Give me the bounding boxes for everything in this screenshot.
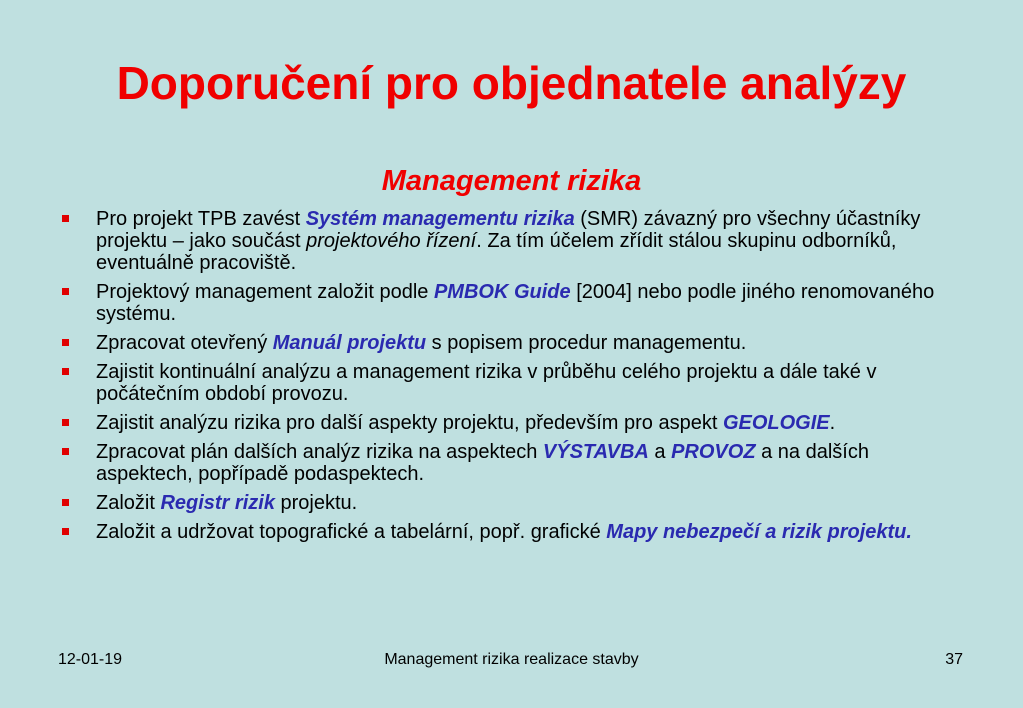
bullet-text: Projektový management založit podle xyxy=(96,281,434,303)
bullet-marker-icon xyxy=(62,288,69,295)
bullet-text: [2004] nebo podle jiného renomovaného systému. xyxy=(96,281,935,325)
emphasis-text: Mapy nebezpečí a rizik projektu. xyxy=(606,521,912,543)
italic-text: projektového řízení xyxy=(306,230,477,252)
bullet-text: Zpracovat plán dalších analýz rizika na aspektech xyxy=(96,441,543,463)
bullet-text: (SMR) závazný pro všechny účastníky projektu – jako součást xyxy=(96,208,921,252)
bullet-marker-icon xyxy=(62,368,69,375)
bullet-text: Pro projekt TPB zavést xyxy=(96,208,306,230)
emphasis-text: Manuál projektu xyxy=(272,332,427,354)
bullet-text: Založit xyxy=(96,492,161,514)
bullet-marker-icon xyxy=(62,499,69,506)
emphasis-text: Systém managementu rizika xyxy=(305,208,575,230)
emphasis-text: GEOLOGIE xyxy=(722,412,830,434)
emphasis-text: PMBOK Guide xyxy=(433,281,571,303)
bullet-item xyxy=(58,332,963,354)
bullet-marker-icon xyxy=(62,528,69,535)
bullet-text: s popisem procedur managementu. xyxy=(426,332,747,354)
bullet-item xyxy=(58,492,963,514)
footer-date: 12-01-19 xyxy=(58,651,123,668)
slide-subtitle: Management rizika xyxy=(381,165,642,197)
emphasis-text: Registr rizik xyxy=(160,492,275,514)
bullet-marker-icon xyxy=(62,448,69,455)
page-number: 37 xyxy=(945,651,963,668)
bullet-marker-icon xyxy=(62,339,69,346)
bullet-item xyxy=(58,412,963,434)
bullet-list xyxy=(58,208,963,550)
bullet-text: projektu. xyxy=(274,492,358,514)
footer-title: Management rizika realizace stavby xyxy=(384,651,639,668)
bullet-text: a xyxy=(648,441,672,463)
bullet-text: . xyxy=(829,412,836,434)
bullet-text: Založit a udržovat topografické a tabelární, popř. grafické xyxy=(96,521,607,543)
slide-title: Doporučení pro objednatele analýzy xyxy=(116,57,907,109)
bullet-text: Zajistit kontinuální analýzu a management rizika v průběhu celého projektu a dále také v počátečním období provozu. xyxy=(96,361,877,405)
emphasis-text: VÝSTAVBA xyxy=(542,441,649,463)
bullet-item xyxy=(58,281,963,325)
bullet-text: Zpracovat otevřený xyxy=(96,332,273,354)
bullet-item xyxy=(58,521,963,543)
bullet-item xyxy=(58,441,963,485)
bullet-marker-icon xyxy=(62,419,69,426)
bullet-text: Zajistit analýzu rizika pro další aspekty projektu, především pro aspekt xyxy=(96,412,723,434)
bullet-text: a na dalších aspektech, popřípadě podaspektech. xyxy=(96,441,869,485)
bullet-marker-icon xyxy=(62,215,69,222)
bullet-item xyxy=(58,361,963,405)
bullet-text: . Za tím účelem zřídit stálou skupinu odborníků, eventuálně pracoviště. xyxy=(96,230,897,274)
emphasis-text: PROVOZ xyxy=(671,441,756,463)
bullet-item xyxy=(58,208,963,274)
